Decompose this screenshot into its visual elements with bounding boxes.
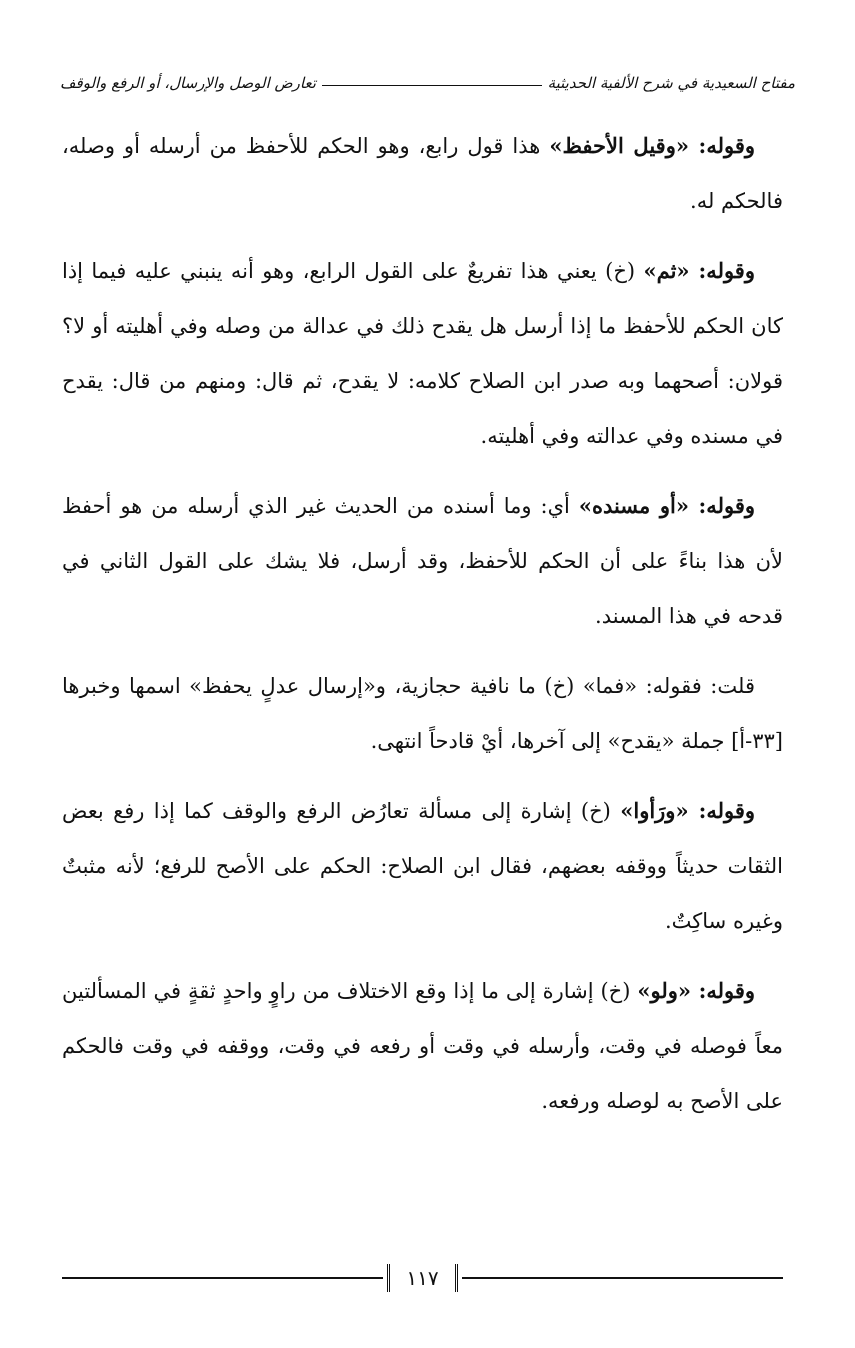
page-footer: [62, 1258, 783, 1298]
chapter-title: تعارض الوصل والإرسال، أو الرفع والوقف: [60, 74, 316, 92]
paragraph: [62, 243, 783, 464]
footer-rule-right: [462, 1277, 783, 1279]
book-title: مفتاح السعيدية في شرح الألفية الحديثية: [547, 74, 795, 92]
paragraph: [62, 658, 783, 769]
paragraph: [62, 118, 783, 229]
header-divider: [322, 84, 542, 86]
paragraph-text: هذا قول رابع، وهو الحكم للأحفظ من أرسله أو وصله، فالحكم له.: [62, 134, 783, 213]
paragraph-text: قلت: فقوله: «فما» (خ) ما نافية حجازية، و«إرسال عدلٍ يحفظ» اسمها وخبرها [٣٣-أ] جملة «يقدح» إلى آخرها، أيْ قادحاً انتهى.: [62, 674, 783, 753]
paragraph-text: (خ) إشارة إلى مسألة تعارُض الرفع والوقف كما إذا رفع بعض الثقات حديثاً ووقفه بعضهم، فقال ابن الصلاح: الحكم على الأصح للرفع؛ لأنه مثبتٌ وغيره ساكِتٌ.: [62, 799, 783, 933]
footer-rule-left: [62, 1277, 383, 1279]
main-text: [62, 118, 783, 1143]
paragraph-text: أي: وما أسنده من الحديث غير الذي أرسله من هو أحفظ لأن هذا بناءً على أن الحكم للأحفظ، وقد أرسل، فلا يشك على القول الثاني في قدحه في هذا المسند.: [62, 494, 783, 628]
paragraph: [62, 783, 783, 949]
paragraph-lead: وقوله: «ورَأوا»: [620, 798, 756, 823]
page-number: ١١٧: [387, 1264, 457, 1292]
paragraph-text: (خ) إشارة إلى ما إذا وقع الاختلاف من راوٍ واحدٍ ثقةٍ في المسألتين معاً فوصله في وقت، وأرسله في وقت أو رفعه في وقت، ووقفه في وقت فالحكم على الأصح به لوصله ورفعه.: [62, 979, 783, 1113]
paragraph-lead: وقوله: «أو مسنده»: [578, 493, 755, 518]
paragraph-lead: وقوله: «ثم»: [643, 258, 755, 283]
running-header: [60, 58, 795, 92]
paragraph-text: (خ) يعني هذا تفريعٌ على القول الرابع، وهو أنه ينبني عليه فيما إذا كان الحكم للأحفظ ما إذا أرسل هل يقدح ذلك في عدالة من وصله وفي أهليته أو لا؟ قولان: أصحهما وبه صدر ابن الصلاح كلامه: لا يقدح، ثم قال: ومنهم من قال: يقدح في مسنده وفي عدالته وفي أهليته.: [62, 259, 783, 448]
paragraph-lead: وقوله: «ولو»: [637, 978, 756, 1003]
paragraph: [62, 478, 783, 644]
paragraph: [62, 963, 783, 1129]
paragraph-lead: وقوله: «وقيل الأحفظ»: [549, 133, 755, 158]
